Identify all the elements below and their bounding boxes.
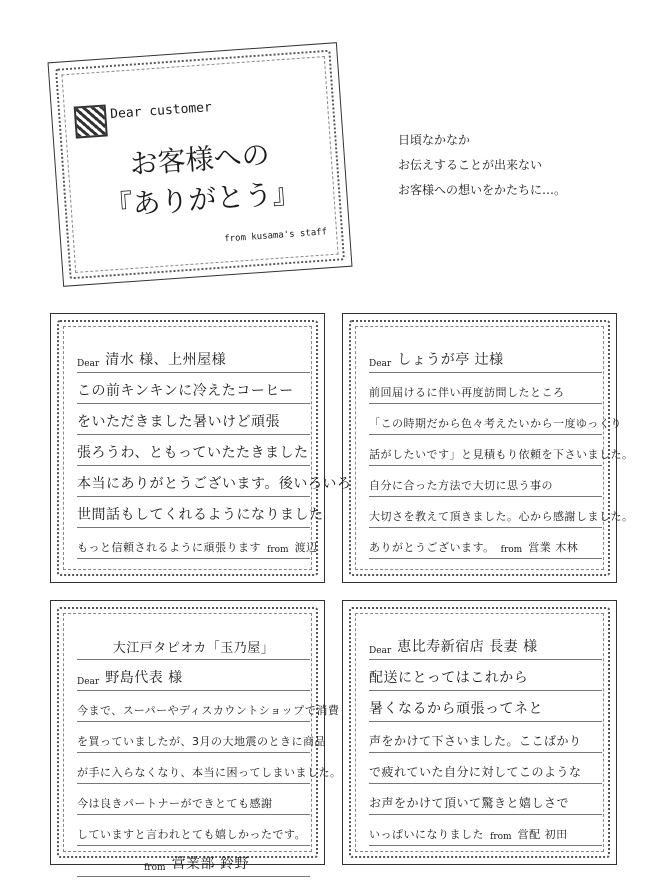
message-line: 前回届けるに伴い再度訪問したところ [369,386,565,399]
message-line: していますと言われとても嬉しかったです。 [77,828,307,841]
from-label: from [500,545,523,555]
message-line: 「この時期だから色々考えたいから一度ゆっくり [369,417,622,430]
recipient: 恵比寿新宿店 長妻 様 [397,639,538,655]
message-line: この前キンキンに冷えたコーヒー [77,383,294,399]
message-line: 世間話もしてくれるようになりました [77,507,324,523]
recipient: 清水 様、上州屋様 [105,352,227,368]
message-line: 暑くなるから頑張ってネと [369,701,543,717]
qr-code-icon [74,104,108,138]
message-line: 自分に合った方法で大切に思う事の [369,479,553,492]
closing-line: いっぱいになりました [369,828,484,841]
message-line: 話がしたいです」と見積もり依頼を下さいました。 [369,448,634,461]
header-dear: Dear customer [109,100,213,123]
header-title-line2: 『ありがとう』 [103,176,302,223]
intro-line: お伝えすることが出来ない [398,158,543,172]
message-card-4 [342,600,617,865]
dear-label: Dear [77,677,100,687]
recipient-company: 大江戸タピオカ「玉乃屋」 [112,641,275,656]
closing-line: もっと信頼されるように頑張ります [77,541,261,554]
sender: 営配 初田 [517,828,568,841]
intro-text [398,128,566,203]
message-line: 本当にありがとうございます。後いろいろ [77,476,352,492]
message-line: お声をかけて頂いて驚きと嬉しさで [369,796,570,810]
intro-line: 日頃なかなか [398,133,471,147]
header-title-line1: お客様への [128,138,271,181]
message-card-3 [50,600,342,873]
message-line: を買っていましたが、3月の大地震のときに商品 [77,735,326,748]
dear-label: Dear [77,359,100,369]
header-from: from kusama's staff [223,227,328,245]
sender: 営業部 鈴野 [171,856,250,872]
recipient: しょうが亭 辻様 [397,352,504,368]
message-line: 今まで、スーパーやディスカウントショップで消費 [77,704,340,717]
message-line: 配送にとってはこれから [369,670,529,686]
from-label: from [490,832,512,842]
recipient: 野島代表 様 [105,670,183,686]
dear-label: Dear [369,359,392,369]
header-card [48,42,353,287]
sender: 渡辺 [294,541,318,554]
message-line: が手に入らなくなり、本当に困ってしまいました。 [77,766,342,779]
intro-line: お客様への想いをかたちに…。 [398,183,567,197]
message-line: 大切さを教えて頂きました。心から感謝しました。 [369,510,634,523]
from-label: from [267,545,289,555]
message-card-1 [50,313,352,583]
closing-line: ありがとうございます。 [369,541,495,554]
message-line: 声をかけて下さいました。ここばかり [369,734,582,748]
message-card-2 [342,313,634,583]
dear-label: Dear [369,646,392,656]
message-line: 張ろうわ、ともっていたたきました [77,445,309,461]
message-line: で疲れていた自分に対してこのような [369,765,582,779]
message-line: 今は良きパートナーができとても感謝 [77,797,273,810]
message-line: をいただきました暑いけど頑張 [77,414,280,430]
sender: 営業 木林 [528,541,579,554]
from-label: from [143,863,166,873]
